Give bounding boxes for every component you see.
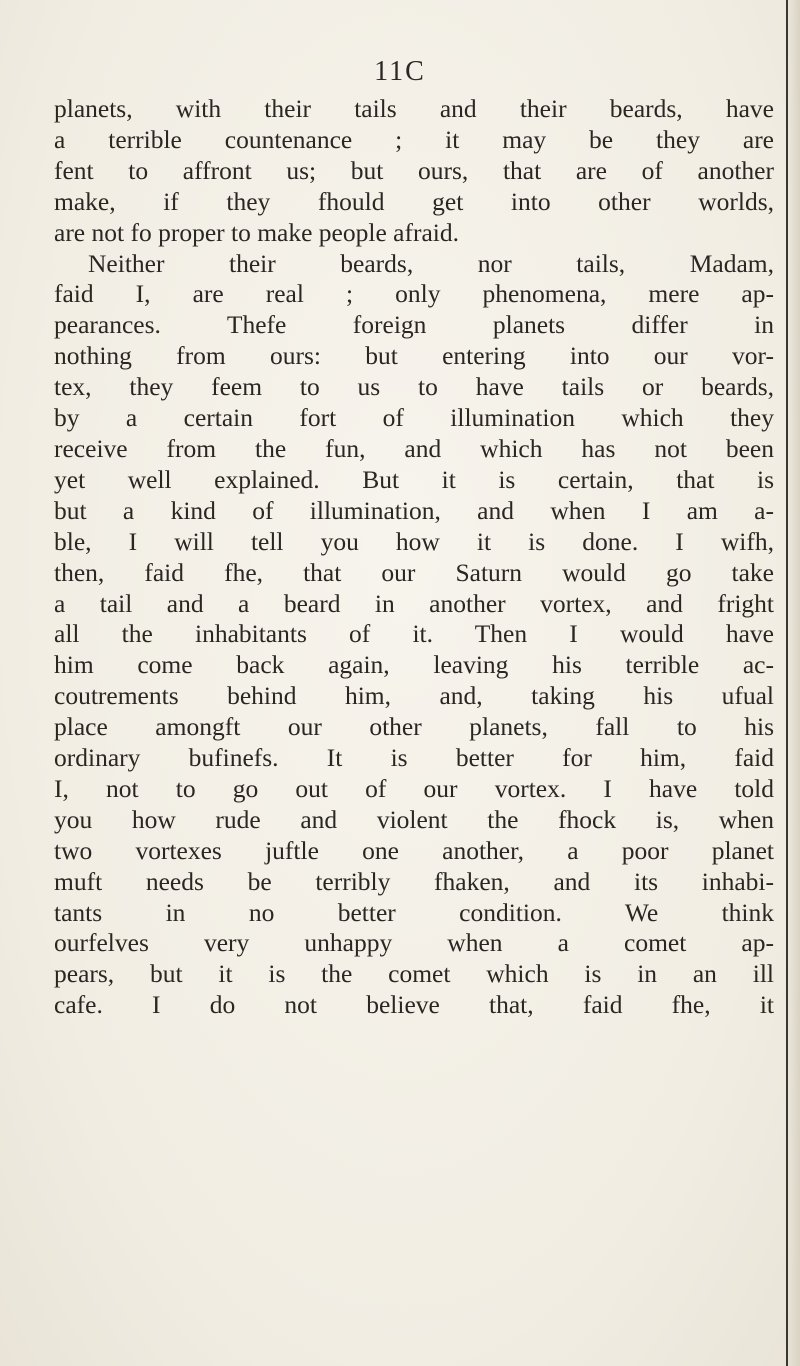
text-line: then, faid fhe, that our Saturn would go take xyxy=(54,557,774,587)
page-number: 11C xyxy=(374,56,426,87)
text-line: tants in no better condition. We think xyxy=(54,897,774,927)
text-line: cafe. I do not believe that, faid fhe, it xyxy=(54,990,774,1020)
text-line: are not fo proper to make people afraid. xyxy=(54,217,459,247)
text-line: ourfelves very unhappy when a comet ap- xyxy=(54,928,774,958)
text-line: planets, with their tails and their beards, have xyxy=(54,94,774,123)
text-line: all the inhabitants of it. Then I would have xyxy=(54,619,774,649)
page-edge-shadow xyxy=(786,0,800,1366)
text-line: him come back again, leaving his terrible ac- xyxy=(54,650,774,680)
text-line: fent to affront us; but ours, that are of another xyxy=(54,155,774,185)
text-line: you how rude and violent the fhock is, when xyxy=(54,804,774,834)
body-text xyxy=(54,94,774,1021)
text-line: tex, they feem to us to have tails or beards, xyxy=(54,372,774,402)
text-line: a tail and a beard in another vortex, and fright xyxy=(54,588,774,618)
text-line: receive from the fun, and which has not been xyxy=(54,433,774,463)
text-line: a terrible countenance ; it may be they are xyxy=(54,124,774,154)
text-line: pearances. Thefe foreign planets differ in xyxy=(54,310,774,340)
text-line: place amongft our other planets, fall to his xyxy=(54,712,774,742)
text-line: ble, I will tell you how it is done. I wifh, xyxy=(54,526,774,556)
text-line: yet well explained. But it is certain, that is xyxy=(54,464,774,494)
text-line: make, if they fhould get into other worlds, xyxy=(54,186,774,216)
text-line: pears, but it is the comet which is in an ill xyxy=(54,959,774,989)
text-line: ordinary bufinefs. It is better for him, faid xyxy=(54,743,774,773)
text-line: muft needs be terribly fhaken, and its inhabi- xyxy=(54,866,774,896)
text-line: I, not to go out of our vortex. I have told xyxy=(54,773,774,803)
text-line: faid I, are real ; only phenomena, mere ap- xyxy=(54,279,774,309)
text-line: but a kind of illumination, and when I am a- xyxy=(54,495,774,525)
page-edge-line xyxy=(786,0,788,1366)
text-line: two vortexes juftle one another, a poor planet xyxy=(54,835,774,865)
text-line: Neither their beards, nor tails, Madam, xyxy=(88,248,774,278)
text-line: coutrements behind him, and, taking his ufual xyxy=(54,681,774,711)
text-line: nothing from ours: but entering into our vor- xyxy=(54,341,774,371)
text-line: by a certain fort of illumination which they xyxy=(54,403,774,433)
